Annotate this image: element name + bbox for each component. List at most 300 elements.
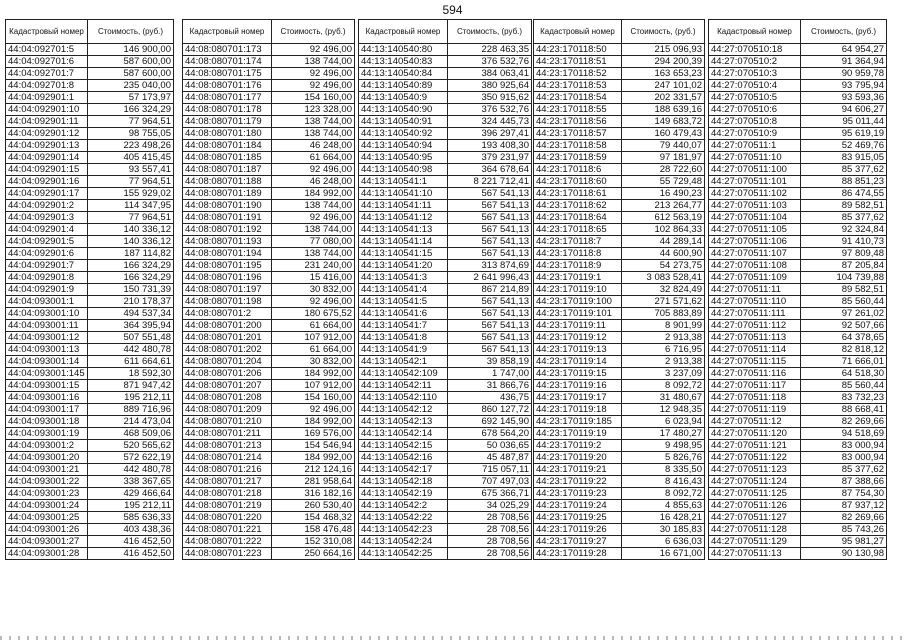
table-row (183, 140, 355, 152)
table-row (183, 164, 355, 176)
cadastral-number-cell: 44:04:093001:10 (6, 308, 88, 320)
cost-cell: 87 754,30 (801, 488, 887, 500)
table-row (359, 116, 532, 128)
table-row (709, 344, 887, 356)
table-row (6, 212, 174, 224)
cadastral-number-cell: 44:27:070511:104 (709, 212, 801, 224)
cadastral-number-cell: 44:27:070511:123 (709, 464, 801, 476)
cadastral-table-4 (533, 19, 705, 560)
cadastral-number-cell: 44:13:140541:9 (359, 344, 448, 356)
table-row (534, 92, 705, 104)
cadastral-number-cell: 44:27:070510:3 (709, 68, 801, 80)
table-row (709, 524, 887, 536)
table-row (534, 128, 705, 140)
table-row (534, 452, 705, 464)
table-row (6, 260, 174, 272)
cadastral-number-cell: 44:04:092901:12 (6, 128, 88, 140)
table-row (534, 464, 705, 476)
table-row (183, 332, 355, 344)
table-row (6, 416, 174, 428)
cadastral-table-3 (358, 19, 532, 560)
cadastral-number-cell: 44:27:070511:127 (709, 512, 801, 524)
cost-cell: 228 463,35 (448, 44, 532, 56)
table-row (709, 512, 887, 524)
cost-cell: 94 518,69 (801, 428, 887, 440)
cadastral-number-cell: 44:27:070511:101 (709, 176, 801, 188)
cadastral-number-cell: 44:13:140542:12 (359, 404, 448, 416)
cadastral-number-cell: 44:08:080701:223 (183, 548, 272, 560)
cadastral-number-cell: 44:04:092701:5 (6, 44, 88, 56)
table-row (709, 296, 887, 308)
cost-cell: 140 336,12 (88, 236, 174, 248)
table-row (534, 404, 705, 416)
table-row (6, 308, 174, 320)
cadastral-number-cell: 44:13:140542:14 (359, 428, 448, 440)
table-row (6, 404, 174, 416)
cost-cell: 16 428,21 (622, 512, 705, 524)
cost-cell: 6 716,95 (622, 344, 705, 356)
cadastral-number-cell: 44:08:080701:2 (183, 308, 272, 320)
cadastral-number-cell: 44:23:170118:50 (534, 44, 622, 56)
cost-cell: 678 564,20 (448, 428, 532, 440)
cadastral-number-cell: 44:27:070511:125 (709, 488, 801, 500)
cost-cell: 707 497,03 (448, 476, 532, 488)
cost-cell: 8 901,99 (622, 320, 705, 332)
cost-cell: 92 496,00 (272, 212, 355, 224)
table-row (6, 188, 174, 200)
cadastral-number-cell: 44:13:140540:83 (359, 56, 448, 68)
cadastral-number-cell: 44:13:140541:6 (359, 308, 448, 320)
cost-cell: 12 948,35 (622, 404, 705, 416)
cadastral-number-cell: 44:13:140541:13 (359, 224, 448, 236)
cost-cell: 6 023,94 (622, 416, 705, 428)
cost-cell: 520 565,62 (88, 440, 174, 452)
table-row (359, 392, 532, 404)
table-row (6, 380, 174, 392)
table-row (6, 224, 174, 236)
cadastral-number-cell: 44:23:170119:20 (534, 452, 622, 464)
cost-cell: 567 541,13 (448, 212, 532, 224)
cost-cell: 82 269,66 (801, 416, 887, 428)
cadastral-number-cell: 44:27:070510:18 (709, 44, 801, 56)
cost-cell: 28 708,56 (448, 548, 532, 560)
cadastral-number-cell: 44:13:140542:15 (359, 440, 448, 452)
cost-cell: 380 925,64 (448, 80, 532, 92)
table-row (6, 332, 174, 344)
cadastral-number-cell: 44:13:140541:3 (359, 272, 448, 284)
cadastral-number-cell: 44:04:093001:2 (6, 440, 88, 452)
header-cost: Стоимость, (руб.) (801, 20, 887, 44)
cadastral-number-cell: 44:08:080701:207 (183, 380, 272, 392)
cadastral-number-cell: 44:08:080701:218 (183, 488, 272, 500)
cadastral-number-cell: 44:04:092901:16 (6, 176, 88, 188)
cadastral-number-cell: 44:23:170119:27 (534, 536, 622, 548)
cadastral-number-cell: 44:27:070511:129 (709, 536, 801, 548)
cost-cell: 140 336,12 (88, 224, 174, 236)
header-cost: Стоимость, (руб.) (88, 20, 174, 44)
cadastral-number-cell: 44:23:170119:18 (534, 404, 622, 416)
table-row (709, 200, 887, 212)
cost-cell: 184 992,00 (272, 452, 355, 464)
table-row (359, 80, 532, 92)
cost-cell: 138 744,00 (272, 128, 355, 140)
cadastral-number-cell: 44:08:080701:221 (183, 524, 272, 536)
cadastral-number-cell: 44:23:170118:9 (534, 260, 622, 272)
cadastral-number-cell: 44:23:170118:58 (534, 140, 622, 152)
cadastral-number-cell: 44:13:140542:1 (359, 356, 448, 368)
cost-cell: 313 874,69 (448, 260, 532, 272)
table-row (183, 428, 355, 440)
cadastral-number-cell: 44:13:140540:84 (359, 68, 448, 80)
table-row (534, 380, 705, 392)
cadastral-table-1 (5, 19, 174, 560)
cadastral-number-cell: 44:08:080701:184 (183, 140, 272, 152)
cost-cell: 166 324,29 (88, 104, 174, 116)
cadastral-number-cell: 44:23:170119:16 (534, 380, 622, 392)
cost-cell: 567 541,13 (448, 332, 532, 344)
cadastral-number-cell: 44:08:080701:204 (183, 356, 272, 368)
cadastral-number-cell: 44:13:140540:95 (359, 152, 448, 164)
cadastral-number-cell: 44:04:092901:8 (6, 272, 88, 284)
table-row (359, 368, 532, 380)
table-row (709, 236, 887, 248)
table-row (709, 548, 887, 560)
cost-cell: 166 324,29 (88, 260, 174, 272)
cadastral-number-cell: 44:08:080701:178 (183, 104, 272, 116)
table-row (183, 320, 355, 332)
table-row (709, 80, 887, 92)
cost-cell: 31 480,67 (622, 392, 705, 404)
table-row (6, 200, 174, 212)
table-row (709, 440, 887, 452)
table-row (709, 392, 887, 404)
table-row (709, 536, 887, 548)
cadastral-number-cell: 44:13:140541:4 (359, 284, 448, 296)
cadastral-number-cell: 44:08:080701:176 (183, 80, 272, 92)
table-row (534, 44, 705, 56)
cadastral-number-cell: 44:13:140541:10 (359, 188, 448, 200)
table-row (183, 464, 355, 476)
cost-cell: 89 582,51 (801, 200, 887, 212)
cadastral-number-cell: 44:08:080701:191 (183, 212, 272, 224)
table-row (534, 164, 705, 176)
table-row (359, 104, 532, 116)
table-row (359, 524, 532, 536)
table-row (359, 272, 532, 284)
cadastral-number-cell: 44:23:170119:13 (534, 344, 622, 356)
cadastral-number-cell: 44:08:080701:190 (183, 200, 272, 212)
cadastral-number-cell: 44:04:093001:19 (6, 428, 88, 440)
cadastral-number-cell: 44:08:080701:197 (183, 284, 272, 296)
cadastral-number-cell: 44:04:092901:1 (6, 92, 88, 104)
cadastral-number-cell: 44:27:070511:110 (709, 296, 801, 308)
cadastral-number-cell: 44:04:092901:17 (6, 188, 88, 200)
cost-cell: 28 708,56 (448, 524, 532, 536)
cost-cell: 61 664,00 (272, 152, 355, 164)
cadastral-number-cell: 44:23:170119:100 (534, 296, 622, 308)
cost-cell: 294 200,39 (622, 56, 705, 68)
table-row (709, 44, 887, 56)
cadastral-number-cell: 44:27:070511:12 (709, 416, 801, 428)
cadastral-number-cell: 44:08:080701:220 (183, 512, 272, 524)
cadastral-number-cell: 44:23:170119:24 (534, 500, 622, 512)
cadastral-number-cell: 44:13:140540:98 (359, 164, 448, 176)
table-row (183, 344, 355, 356)
table-row (183, 116, 355, 128)
cadastral-number-cell: 44:27:070511:100 (709, 164, 801, 176)
cadastral-number-cell: 44:23:170119:19 (534, 428, 622, 440)
table-row (534, 524, 705, 536)
cadastral-number-cell: 44:04:092901:7 (6, 260, 88, 272)
table-row (534, 284, 705, 296)
cost-cell: 32 824,49 (622, 284, 705, 296)
table-row (359, 188, 532, 200)
table-row (6, 176, 174, 188)
cost-cell: 163 653,23 (622, 68, 705, 80)
cost-cell: 85 560,44 (801, 380, 887, 392)
cadastral-number-cell: 44:13:140541:14 (359, 236, 448, 248)
cadastral-number-cell: 44:04:093001:14 (6, 356, 88, 368)
cadastral-number-cell: 44:13:140541:8 (359, 332, 448, 344)
cost-cell: 87 205,84 (801, 260, 887, 272)
table-row (534, 116, 705, 128)
cadastral-number-cell: 44:13:140542:2 (359, 500, 448, 512)
table-row (359, 452, 532, 464)
table-row (183, 80, 355, 92)
table-header-row (359, 20, 532, 44)
cost-cell: 90 959,78 (801, 68, 887, 80)
table-row (709, 320, 887, 332)
cadastral-number-cell: 44:13:140540:80 (359, 44, 448, 56)
cost-cell: 860 127,72 (448, 404, 532, 416)
cost-cell: 92 324,84 (801, 224, 887, 236)
table-row (359, 416, 532, 428)
cost-cell: 61 664,00 (272, 320, 355, 332)
table-row (709, 176, 887, 188)
cost-cell: 44 289,14 (622, 236, 705, 248)
cadastral-number-cell: 44:04:092701:6 (6, 56, 88, 68)
header-cost: Стоимость, (руб.) (448, 20, 532, 44)
table-row (709, 116, 887, 128)
table-row (6, 512, 174, 524)
table-row (183, 488, 355, 500)
table-row (534, 176, 705, 188)
cost-cell: 180 675,52 (272, 308, 355, 320)
cadastral-number-cell: 44:27:070511:118 (709, 392, 801, 404)
cost-cell: 83 732,23 (801, 392, 887, 404)
cost-cell: 867 214,89 (448, 284, 532, 296)
table-header-row (534, 20, 705, 44)
table-row (534, 476, 705, 488)
cadastral-number-cell: 44:04:093001:20 (6, 452, 88, 464)
cadastral-number-cell: 44:13:140541:5 (359, 296, 448, 308)
cost-cell: 30 832,00 (272, 284, 355, 296)
cost-cell: 30 185,83 (622, 524, 705, 536)
cadastral-number-cell: 44:04:092901:5 (6, 236, 88, 248)
cadastral-number-cell: 44:27:070511:122 (709, 452, 801, 464)
cost-cell: 18 592,30 (88, 368, 174, 380)
cost-cell: 34 025,29 (448, 500, 532, 512)
cost-cell: 8 221 712,41 (448, 176, 532, 188)
cost-cell: 567 541,13 (448, 248, 532, 260)
cost-cell: 77 080,00 (272, 236, 355, 248)
cost-cell: 350 915,62 (448, 92, 532, 104)
cost-cell: 468 509,06 (88, 428, 174, 440)
table-row (6, 272, 174, 284)
cost-cell: 184 992,00 (272, 188, 355, 200)
table-row (359, 428, 532, 440)
cadastral-number-cell: 44:04:093001:22 (6, 476, 88, 488)
cost-cell: 83 000,94 (801, 452, 887, 464)
cost-cell: 79 440,07 (622, 140, 705, 152)
cost-cell: 138 744,00 (272, 56, 355, 68)
header-cadastral-number: Кадастровый номер (709, 20, 801, 44)
cadastral-number-cell: 44:04:093001:18 (6, 416, 88, 428)
table-row (359, 44, 532, 56)
cost-cell: 98 755,05 (88, 128, 174, 140)
cadastral-number-cell: 44:27:070511:13 (709, 548, 801, 560)
cadastral-number-cell: 44:08:080701:192 (183, 224, 272, 236)
table-row (6, 428, 174, 440)
cost-cell: 215 096,93 (622, 44, 705, 56)
cost-cell: 5 826,76 (622, 452, 705, 464)
table-row (183, 44, 355, 56)
cadastral-number-cell: 44:08:080701:180 (183, 128, 272, 140)
table-row (6, 296, 174, 308)
cost-cell: 93 795,94 (801, 80, 887, 92)
table-row (183, 56, 355, 68)
table-row (709, 500, 887, 512)
header-cadastral-number: Кадастровый номер (359, 20, 448, 44)
table-row (183, 248, 355, 260)
cadastral-number-cell: 44:08:080701:179 (183, 116, 272, 128)
table-row (709, 56, 887, 68)
table-row (359, 152, 532, 164)
cadastral-number-cell: 44:13:140542:22 (359, 512, 448, 524)
cadastral-number-cell: 44:23:170118:64 (534, 212, 622, 224)
cost-cell: 324 445,73 (448, 116, 532, 128)
cadastral-number-cell: 44:04:092901:10 (6, 104, 88, 116)
scan-artifact-strip (0, 636, 905, 640)
cadastral-number-cell: 44:23:170118:52 (534, 68, 622, 80)
cadastral-number-cell: 44:04:093001:16 (6, 392, 88, 404)
table-row (6, 464, 174, 476)
cadastral-number-cell: 44:27:070511:102 (709, 188, 801, 200)
cost-cell: 138 744,00 (272, 224, 355, 236)
cadastral-number-cell: 44:27:070510:4 (709, 80, 801, 92)
cost-cell: 77 964,51 (88, 116, 174, 128)
table-row (534, 512, 705, 524)
cost-cell: 87 388,66 (801, 476, 887, 488)
cost-cell: 692 145,90 (448, 416, 532, 428)
table-row (183, 512, 355, 524)
table-row (359, 488, 532, 500)
cost-cell: 149 683,72 (622, 116, 705, 128)
table-row (709, 284, 887, 296)
table-row (534, 188, 705, 200)
cost-cell: 250 664,16 (272, 548, 355, 560)
cadastral-number-cell: 44:08:080701:202 (183, 344, 272, 356)
cadastral-number-cell: 44:27:070510:2 (709, 56, 801, 68)
table-row (534, 236, 705, 248)
cadastral-number-cell: 44:27:070510:8 (709, 116, 801, 128)
cadastral-number-cell: 44:08:080701:216 (183, 464, 272, 476)
table-row (183, 188, 355, 200)
cost-cell: 3 083 528,41 (622, 272, 705, 284)
table-row (534, 272, 705, 284)
cadastral-number-cell: 44:13:140542:17 (359, 464, 448, 476)
cost-cell: 160 479,43 (622, 128, 705, 140)
cost-cell: 83 915,05 (801, 152, 887, 164)
table-row (709, 260, 887, 272)
cadastral-number-cell: 44:27:070511:119 (709, 404, 801, 416)
cost-cell: 85 377,62 (801, 164, 887, 176)
cadastral-number-cell: 44:23:170119:26 (534, 524, 622, 536)
table-row (6, 44, 174, 56)
table-row (183, 476, 355, 488)
table-row (183, 500, 355, 512)
table-row (359, 236, 532, 248)
cadastral-number-cell: 44:27:070511:113 (709, 332, 801, 344)
cost-cell: 154 468,32 (272, 512, 355, 524)
cadastral-number-cell: 44:23:170118:56 (534, 116, 622, 128)
cost-cell: 64 378,65 (801, 332, 887, 344)
cost-cell: 8 092,72 (622, 488, 705, 500)
cost-cell: 95 619,19 (801, 128, 887, 140)
cost-cell: 89 582,51 (801, 284, 887, 296)
table-row (183, 308, 355, 320)
cost-cell: 154 546,94 (272, 440, 355, 452)
cost-cell: 91 410,73 (801, 236, 887, 248)
cost-cell: 202 331,57 (622, 92, 705, 104)
cadastral-number-cell: 44:04:092901:2 (6, 200, 88, 212)
cadastral-number-cell: 44:27:070511:107 (709, 248, 801, 260)
table-row (534, 104, 705, 116)
table-row (359, 344, 532, 356)
cost-cell: 46 248,00 (272, 140, 355, 152)
cost-cell: 94 606,27 (801, 104, 887, 116)
cadastral-number-cell: 44:13:140542:23 (359, 524, 448, 536)
table-row (359, 512, 532, 524)
table-row (183, 236, 355, 248)
cost-cell: 92 496,00 (272, 80, 355, 92)
cadastral-number-cell: 44:13:140541:1 (359, 176, 448, 188)
table-row (6, 440, 174, 452)
table-row (6, 104, 174, 116)
cost-cell: 154 160,00 (272, 92, 355, 104)
cost-cell: 195 212,11 (88, 500, 174, 512)
cadastral-number-cell: 44:23:170119:17 (534, 392, 622, 404)
table-row (534, 500, 705, 512)
header-cadastral-number: Кадастровый номер (534, 20, 622, 44)
cadastral-number-cell: 44:27:070511:10 (709, 152, 801, 164)
cadastral-number-cell: 44:13:140541:12 (359, 212, 448, 224)
table-header-row (709, 20, 887, 44)
cost-cell: 77 964,51 (88, 212, 174, 224)
table-row (534, 332, 705, 344)
cadastral-number-cell: 44:08:080701:175 (183, 68, 272, 80)
cost-cell: 587 600,00 (88, 68, 174, 80)
cost-cell: 64 954,27 (801, 44, 887, 56)
table-row (6, 56, 174, 68)
cost-cell: 567 541,13 (448, 296, 532, 308)
table-row (534, 440, 705, 452)
cost-cell: 154 160,00 (272, 392, 355, 404)
cadastral-number-cell: 44:23:170119:15 (534, 368, 622, 380)
cost-cell: 384 063,41 (448, 68, 532, 80)
table-row (359, 440, 532, 452)
cost-cell: 92 496,00 (272, 404, 355, 416)
